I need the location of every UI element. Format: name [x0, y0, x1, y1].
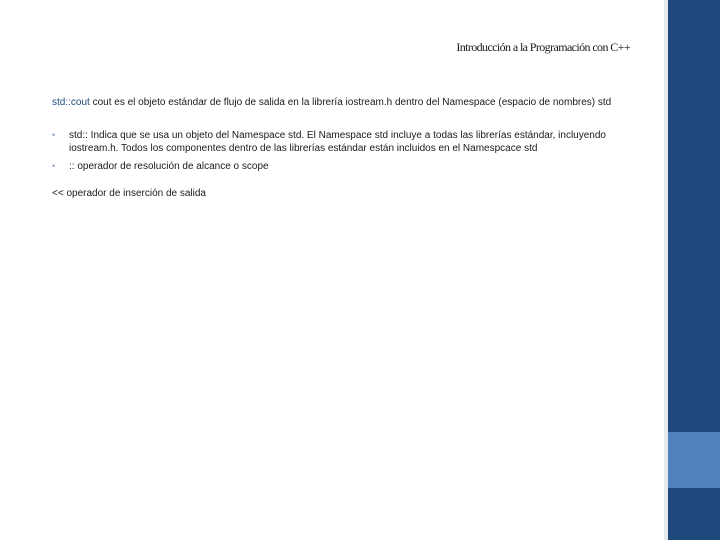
bullet-term: :: [69, 161, 75, 172]
bullet-text: operador de resolución de alcance o scope [74, 161, 269, 172]
sidebar-accent-block [668, 432, 720, 488]
slide-title: Introducción a la Programación con C++ [456, 40, 630, 54]
intro-text: cout es el objeto estándar de flujo de salida en la librería iostream.h dentro del Namespace (espacio de nombres) std [89, 97, 612, 108]
bullet-icon: • [52, 161, 56, 171]
intro-paragraph [52, 96, 624, 109]
bullet-term: std:: [69, 130, 88, 141]
bullet-list [52, 129, 624, 173]
outro-paragraph: << operador de inserción de salida [52, 188, 206, 199]
bullet-text: Indica que se usa un objeto del Namespace std. El Namespace std incluye a todas las librerías estándar, incluyendo iostream.h. Todos los componentes dentro de las librerías estándar están incluidos en el Namespcace std [69, 130, 606, 154]
intro-term: std::cout [52, 97, 90, 108]
bullet-item [52, 129, 624, 155]
bullet-item [52, 160, 624, 173]
bullet-icon: • [52, 130, 56, 140]
slide-content [52, 96, 624, 200]
